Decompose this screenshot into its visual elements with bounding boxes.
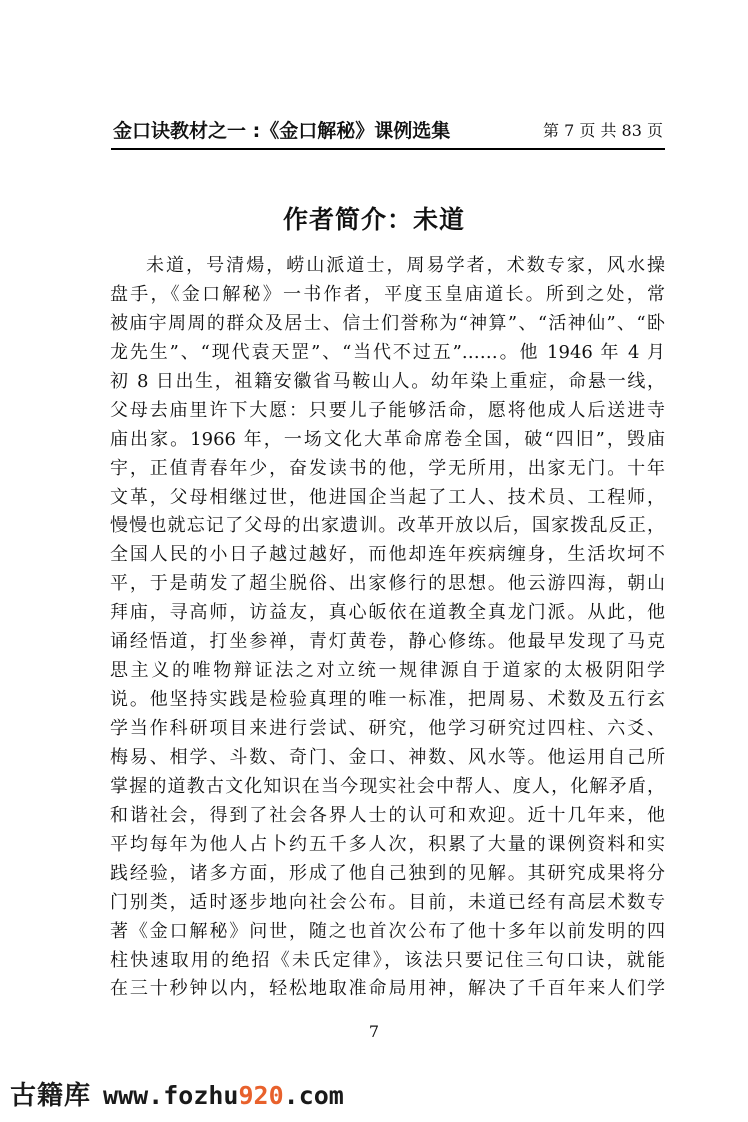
body-line: 文革，父母相继过世，他进国企当起了工人、技术员、工程师，: [110, 486, 665, 508]
body-line: 父母去庙里许下大愿：只要儿子能够活命，愿将他成人后送进寺: [110, 399, 665, 421]
body-line: 诵经悟道，打坐参禅，青灯黄卷，静心修练。他最早发现了马克: [110, 631, 665, 653]
header-page-info: 第 7 页 共 83 页: [543, 121, 663, 140]
body-line: 拜庙，寻高师，访益友，真心皈依在道教全真龙门派。从此，他: [110, 602, 665, 624]
body-line: 践经验，诸多方面，形成了他自己独到的见解。其研究成果将分: [110, 862, 665, 884]
body-line: 掌握的道教古文化知识在当今现实社会中帮人、度人，化解矛盾，: [110, 775, 665, 797]
body-line: 思主义的唯物辩证法之对立统一规律源自于道家的太极阴阳学: [110, 660, 665, 682]
body-line: 著《金口解秘》问世，随之也首次公布了他十多年以前发明的四: [110, 920, 665, 942]
body-line: 在三十秒钟以内，轻松地取准命局用神，解决了千百年来人们学: [110, 978, 665, 1000]
watermark-url-prefix: www.fozhu: [103, 1081, 239, 1110]
watermark: [10, 1075, 344, 1112]
page-number: 7: [368, 1022, 380, 1041]
body-line: 被庙宇周周的群众及居士、信士们誉称为“神算”、“活神仙”、“卧: [110, 312, 665, 334]
body-line: 平，于是萌发了超尘脱俗、出家修行的思想。他云游四海，朝山: [110, 573, 665, 595]
body-text: [110, 252, 665, 1004]
body-line: 全国人民的小日子越过越好，而他却连年疾病缠身，生活坎坷不: [110, 544, 665, 566]
document-title: 作者简介：未道: [282, 205, 465, 234]
body-line: 未道，号清煬，崂山派道士，周易学者，术数专家，风水操: [146, 255, 665, 276]
header-title: 金口诀教材之一 :《金口解秘》课例选集: [113, 120, 451, 142]
watermark-url-suffix: .com: [283, 1081, 344, 1110]
body-line: 宇，正值青春年少，奋发读书的他，学无所用，出家无门。十年: [110, 457, 665, 479]
body-line: 龙先生”、“现代袁天罡”、“当代不过五”……。他 1946 年 4 月: [110, 341, 665, 363]
body-line: 盘手，《金口解秘》一书作者，平度玉皇庙道长。所到之处，常: [110, 283, 665, 305]
page-header: [111, 112, 665, 150]
watermark-name: 古籍库: [10, 1081, 92, 1111]
body-line: 和谐社会，得到了社会各界人士的认可和欢迎。近十几年来，他: [110, 804, 665, 826]
body-line: 门别类，适时逐步地向社会公布。目前，未道已经有高层术数专: [110, 891, 665, 913]
body-line: 庙出家。1966 年，一场文化大革命席卷全国，破“四旧”，毁庙: [110, 428, 665, 450]
body-line: 慢慢也就忘记了父母的出家遗训。改革开放以后，国家拨乱反正，: [110, 515, 665, 537]
body-line: 初 8 日出生，祖籍安徽省马鞍山人。幼年染上重症，命悬一线，: [110, 370, 665, 392]
body-line: 说。他坚持实践是检验真理的唯一标准，把周易、术数及五行玄: [110, 689, 665, 711]
body-line: 梅易、相学、斗数、奇门、金口、神数、风水等。他运用自己所: [110, 746, 665, 768]
watermark-url-number: 920: [238, 1081, 284, 1110]
body-line: 柱快速取用的绝招《未氏定律》，该法只要记住三句口诀，就能: [110, 949, 665, 971]
body-line: 平均每年为他人占卜约五千多人次，积累了大量的课例资料和实: [110, 833, 665, 855]
body-line: 学当作科研项目来进行尝试、研究，他学习研究过四柱、六爻、: [110, 718, 665, 739]
watermark-url: [103, 1081, 344, 1110]
